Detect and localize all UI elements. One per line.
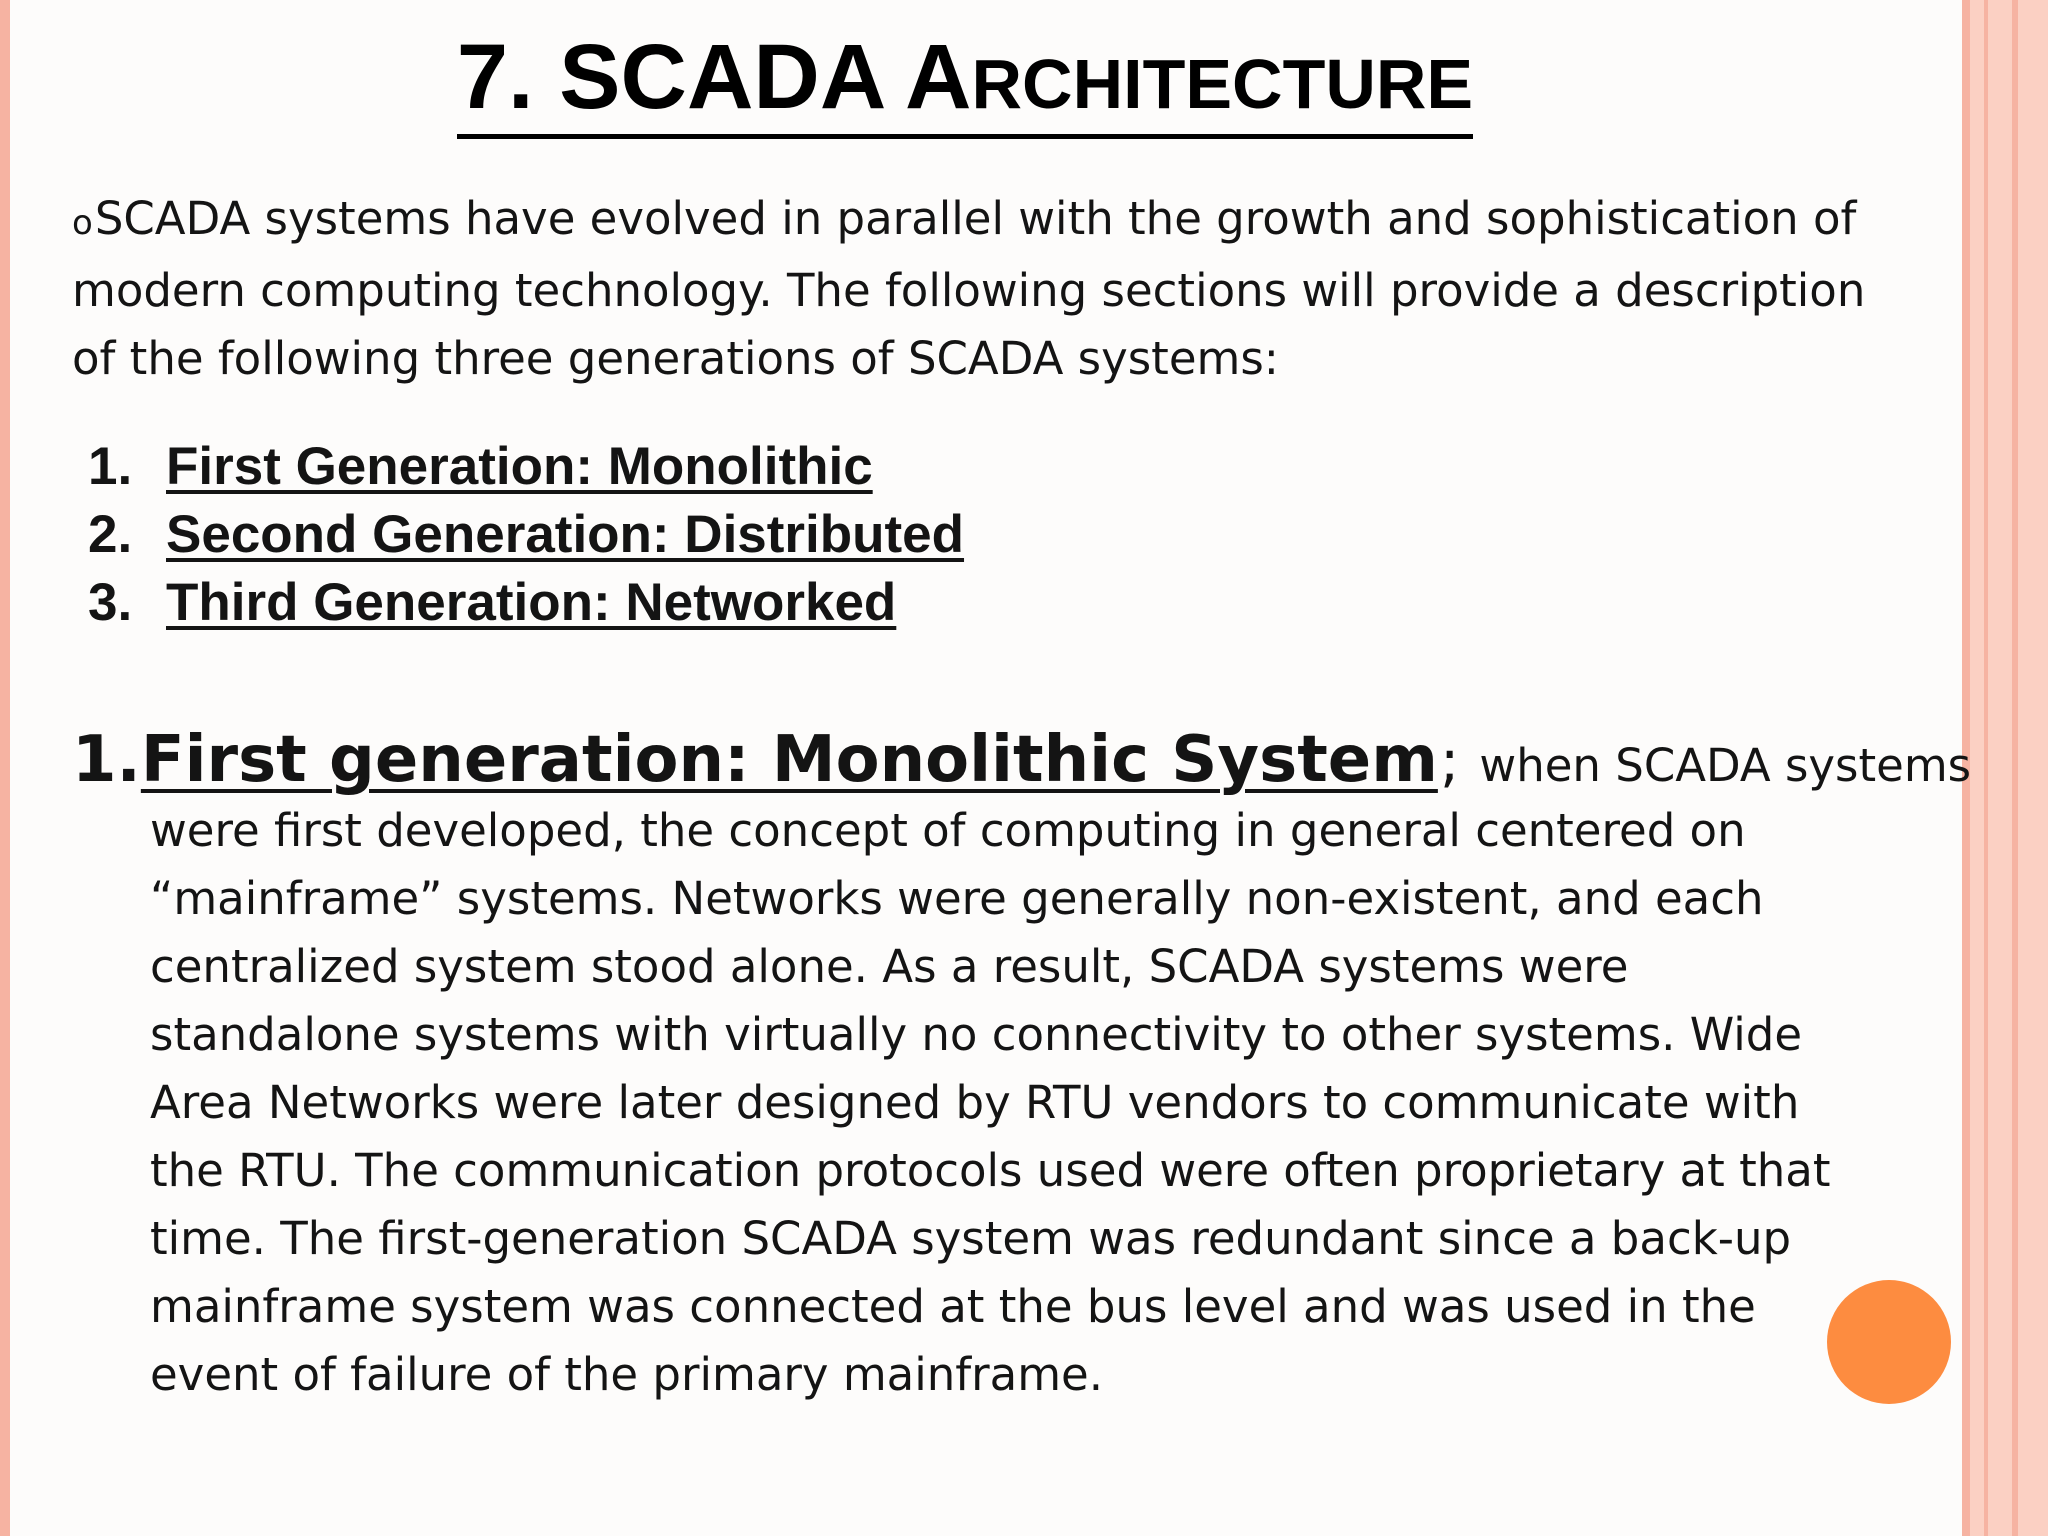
generation-item [88, 501, 964, 569]
slide-right-border [1962, 0, 2048, 1536]
slide-title-text [456, 26, 1474, 139]
generation-item [88, 569, 964, 637]
orange-dot-icon [1827, 1280, 1951, 1404]
generation-link-monolithic[interactable]: First Generation: Monolithic [166, 437, 873, 496]
section-heading-line [72, 717, 1972, 803]
right-border-stripe [1984, 0, 1988, 1536]
section-body-text: were first developed, the concept of computing in general centered on “mainframe” systems. Networks were generally non-existent, and each centralized system stood alone. As a result, SCADA systems were standalone systems with virtually no connectivity to other systems. Wide Area Networks were later designed by RTU vendors to communicate with the RTU. The communication protocols used were often proprietary at that time. The first-generation SCADA system was redundant since a back-up mainframe system was connected at the bus level and was used in the event of failure of the primary mainframe. [150, 804, 1831, 1401]
first-generation-section [72, 717, 1972, 1409]
generation-link-distributed[interactable]: Second Generation: Distributed [166, 505, 965, 564]
generation-number: 1. [88, 437, 133, 496]
section-lead-text: when SCADA systems [1479, 739, 1972, 792]
generation-item [88, 433, 964, 501]
section-separator: ; [1439, 727, 1460, 795]
generation-number: 2. [88, 505, 133, 564]
slide-left-border [0, 0, 10, 1536]
generations-list [88, 433, 964, 637]
section-heading: First generation: Monolithic System [140, 723, 1438, 797]
slide-title [0, 22, 1930, 139]
generation-number: 3. [88, 573, 133, 632]
intro-paragraph [72, 185, 1892, 393]
intro-text: SCADA systems have evolved in parallel with the growth and sophistication of modern computing technology. The following sections will provide a description of the following three generations of SCADA systems: [72, 192, 1866, 385]
right-border-stripe [2012, 0, 2018, 1536]
title-rest: RCHITECTURE [971, 45, 1474, 123]
generation-link-networked[interactable]: Third Generation: Networked [166, 573, 897, 632]
title-lead: 7. SCADA A [456, 26, 972, 128]
circle-bullet-icon: o [72, 203, 93, 243]
section-number: 1. [72, 723, 141, 797]
